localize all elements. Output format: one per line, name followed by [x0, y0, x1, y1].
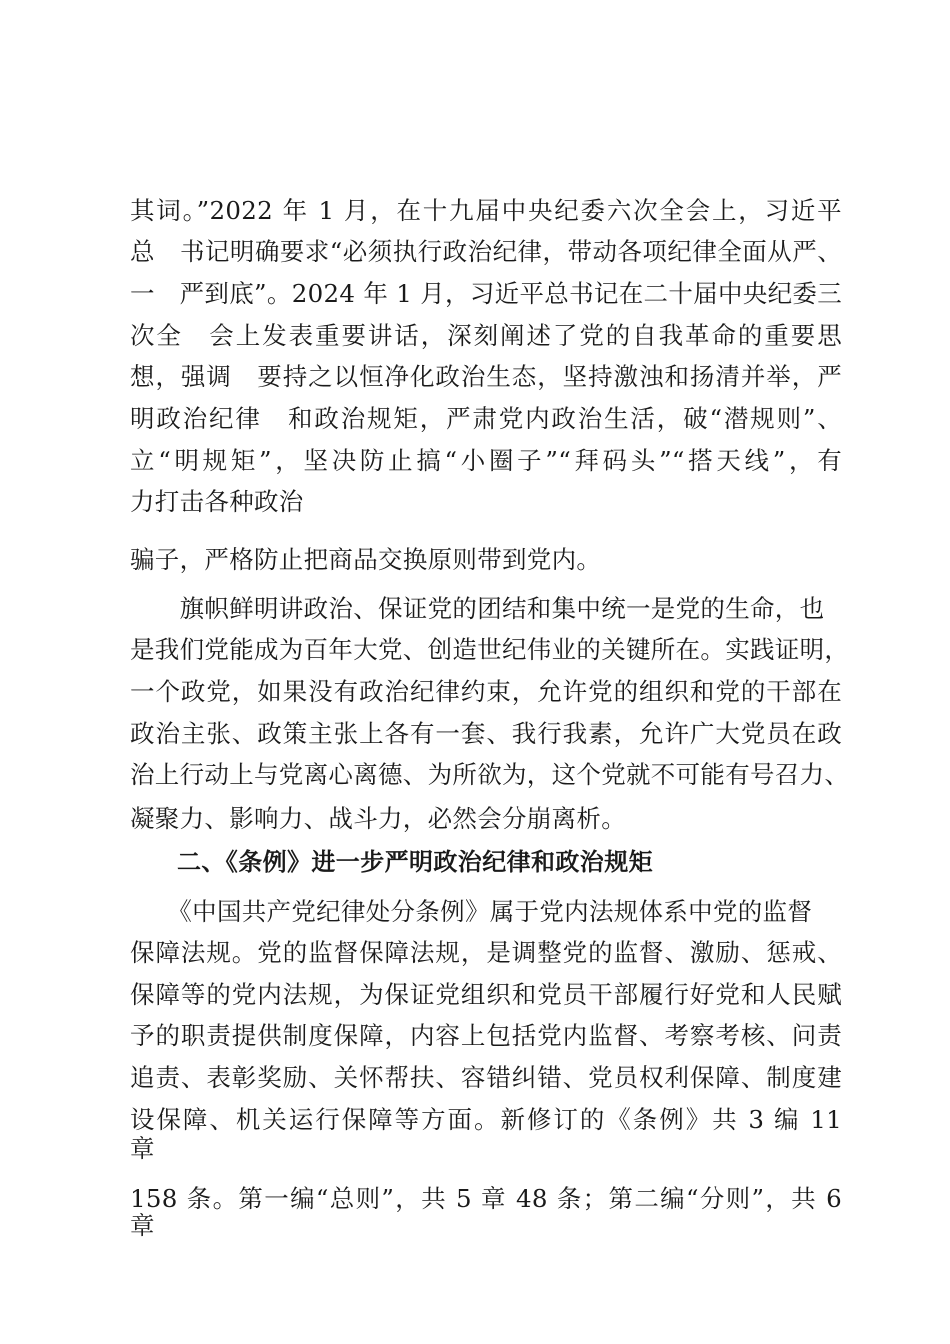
text-line: 政治主张、政策主张上各有一套、我行我素，允许广大党员在政	[130, 719, 842, 748]
text-line: 想，强调 要持之以恒净化政治生态，坚持激浊和扬清并举，严	[130, 362, 842, 391]
text-line: 治上行动上与党离心离德、为所欲为，这个党就不可能有号召力、	[130, 760, 850, 789]
text-line: 次全 会上发表重要讲话，深刻阐述了党的自我革命的重要思	[130, 321, 842, 350]
text-line: 是我们党能成为百年大党、创造世纪伟业的关键所在。实践证明，	[130, 635, 850, 664]
text-line: 总 书记明确要求“必须执行政治纪律，带动各项纪律全面从严、	[130, 237, 842, 266]
section-heading: 二、《条例》进一步严明政治纪律和政治规矩	[177, 848, 653, 876]
text-line: 一 严到底”。2024 年 1 月，习近平总书记在二十届中央纪委三	[130, 279, 842, 308]
text-line: 力打击各种政治	[130, 487, 304, 516]
text-line: 158 条。第一编“总则”，共 5 章 48 条；第二编“分则”，共 6	[130, 1184, 842, 1213]
text-line: 章	[130, 1134, 155, 1163]
text-line: 凝聚力、影响力、战斗力，必然会分崩离析。	[130, 804, 626, 833]
text-line: 旗帜鲜明讲政治、保证党的团结和集中统一是党的生命，也	[130, 594, 825, 623]
text-line: 骗子，严格防止把商品交换原则带到党内。	[130, 545, 602, 574]
text-line: 保障等的党内法规，为保证党组织和党员干部履行好党和人民赋	[130, 980, 842, 1009]
text-line: 章	[130, 1211, 155, 1240]
text-line: 保障法规。党的监督保障法规，是调整党的监督、激励、惩戒、	[130, 938, 842, 967]
text-line: 追责、表彰奖励、关怀帮扶、容错纠错、党员权利保障、制度建	[130, 1063, 842, 1092]
text-line: 其词。”2022 年 1 月，在十九届中央纪委六次全会上，习近平	[130, 196, 842, 225]
text-line: 一个政党，如果没有政治纪律约束，允许党的组织和党的干部在	[130, 677, 842, 706]
text-line: 立“明规矩”，坚决防止搞“小圈子”“拜码头”“搭天线”，有	[130, 446, 842, 475]
text-line: 设保障、机关运行保障等方面。新修订的《条例》共 3 编 11	[130, 1105, 842, 1134]
text-line: 予的职责提供制度保障，内容上包括党内监督、考察考核、问责	[130, 1021, 842, 1050]
text-line: 明政治纪律 和政治规矩，严肃党内政治生活，破“潜规则”、	[130, 404, 842, 433]
text-line: 《中国共产党纪律处分条例》属于党内法规体系中党的监督	[130, 897, 813, 926]
